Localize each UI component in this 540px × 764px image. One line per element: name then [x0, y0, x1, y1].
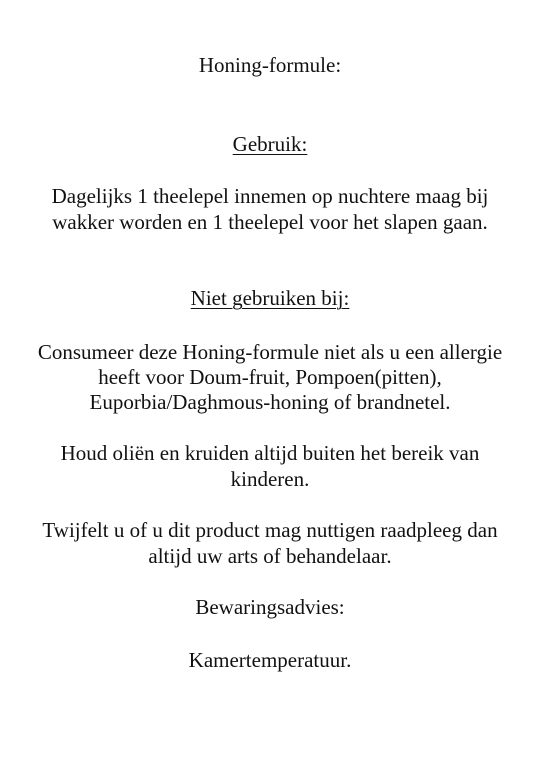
- doubt-line-2: altijd uw arts of behandelaar.: [148, 544, 392, 568]
- storage-text: Kamertemperatuur.: [188, 648, 352, 672]
- usage-line-2: wakker worden en 1 theelepel voor het slapen gaan.: [52, 210, 488, 234]
- doubt-line-1: Twijfelt u of u dit product mag nuttigen raadpleeg dan: [42, 518, 498, 542]
- children-line-1: Houd oliën en kruiden altijd buiten het bereik van: [60, 441, 480, 465]
- contra-heading-text: Niet gebruiken bij:: [190, 286, 350, 310]
- contra-heading: [0, 285, 540, 311]
- usage-heading: [0, 131, 540, 157]
- contra-line-2: heeft voor Doum-fruit, Pompoen(pitten),: [98, 365, 442, 389]
- contra-line-3: Euporbia/Daghmous-honing of brandnetel.: [89, 390, 451, 414]
- usage-heading-text: Gebruik:: [232, 132, 308, 156]
- usage-line-1: Dagelijks 1 theelepel innemen op nuchtere maag bij: [51, 184, 489, 208]
- storage-heading: Bewaringsadvies:: [195, 595, 345, 619]
- document-title: Honing-formule:: [198, 53, 342, 77]
- children-line-2: kinderen.: [230, 467, 310, 491]
- contra-line-1: Consumeer deze Honing-formule niet als u een allergie: [37, 340, 503, 364]
